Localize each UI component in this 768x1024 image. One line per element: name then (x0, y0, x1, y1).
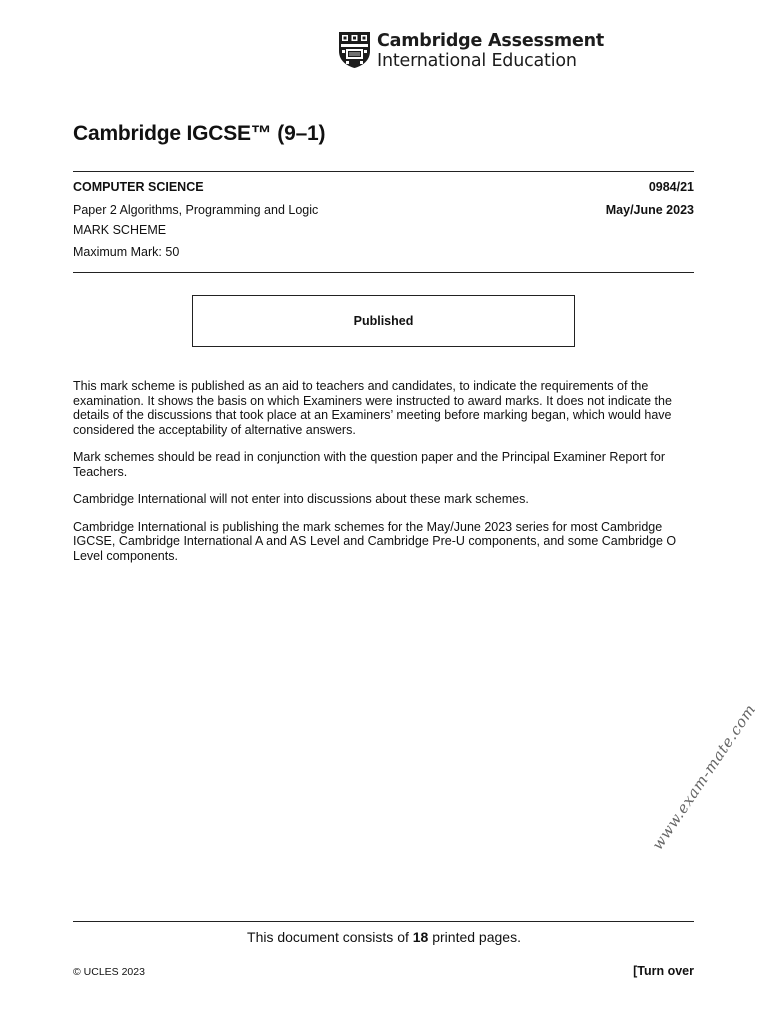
watermark: www.exam-mate.com (648, 700, 760, 854)
turn-over: [Turn over (633, 964, 694, 978)
footer-divider (73, 921, 694, 922)
maximum-mark: Maximum Mark: 50 (73, 245, 180, 259)
page-title: Cambridge IGCSE™ (9–1) (73, 122, 326, 145)
paper-row (73, 203, 694, 217)
subject-name: COMPUTER SCIENCE (73, 180, 204, 194)
paragraph-series: Cambridge International is publishing the mark schemes for the May/June 2023 series for most Cambridge IGCSE, Cambridge International A and AS Level and Cambridge Pre-U components, and some Cambridge O Level components. (73, 519, 677, 563)
logo-name-primary: Cambridge Assessment (377, 31, 605, 51)
page-count-number: 18 (412, 929, 429, 945)
page-count-prefix: This document consists of (247, 929, 413, 945)
body-text (73, 379, 698, 576)
page-count-note (0, 929, 768, 945)
cambridge-crest-icon (338, 31, 371, 69)
document-type: MARK SCHEME (73, 223, 167, 237)
paragraph-discussion: Cambridge International will not enter into discussions about these mark schemes. (73, 492, 529, 506)
subject-row (73, 180, 694, 194)
copyright: © UCLES 2023 (73, 966, 145, 978)
bottom-divider (73, 272, 694, 273)
logo-name-secondary: International Education (377, 51, 577, 71)
paragraph-purpose: This mark scheme is published as an aid to teachers and candidates, to indicate the requirements of the examination. It shows the basis on which Examiners were instructed to award marks. It does not indicate the details of the discussions that took place at an Examiners’ meeting before marking began, which would have considered the acceptability of alternative answers. (73, 379, 672, 437)
exam-session: May/June 2023 (605, 203, 694, 217)
paper-title: Paper 2 Algorithms, Programming and Logic (73, 203, 319, 217)
published-status-box (192, 295, 575, 347)
cambridge-logo (338, 31, 604, 71)
top-divider (73, 171, 694, 172)
subject-code: 0984/21 (648, 180, 694, 194)
published-label: Published (353, 314, 414, 328)
paragraph-usage: Mark schemes should be read in conjunction with the question paper and the Principal Examiner Report for Teachers. (73, 450, 665, 479)
page-count-suffix: printed pages. (428, 929, 521, 945)
